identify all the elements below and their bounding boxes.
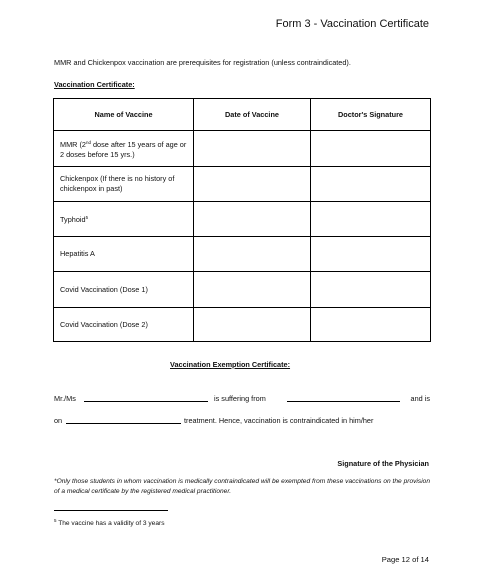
footnote-reference: 5 [85, 215, 89, 220]
vaccine-date-cell[interactable] [194, 308, 311, 342]
footnote [54, 518, 165, 527]
column-header-doctor-signature: Doctor's Signature [311, 99, 431, 131]
doctor-signature-cell[interactable] [311, 272, 431, 308]
footnote-divider [54, 510, 168, 511]
table-header-row [54, 99, 431, 131]
vaccine-date-cell[interactable] [194, 167, 311, 202]
doctor-signature-cell[interactable] [311, 308, 431, 342]
footnote-text: The vaccine has a validity of 3 years [56, 520, 165, 527]
exemption-line-2 [54, 416, 430, 426]
doctor-signature-cell[interactable] [311, 237, 431, 272]
vaccine-name: Hepatitis A [60, 249, 95, 258]
doctor-signature-cell[interactable] [311, 131, 431, 167]
exemption-line-1 [54, 394, 430, 404]
table-row [54, 202, 431, 237]
title-label: Mr./Ms [54, 394, 76, 403]
vaccine-name-continued: dose after 15 years of age or 2 doses before 15 yrs.) [60, 139, 187, 159]
vaccine-name: Covid Vaccination (Dose 2) [60, 319, 148, 329]
page-number: Page 12 of 14 [381, 555, 429, 564]
vaccine-date-cell[interactable] [194, 202, 311, 237]
vaccine-name-cell [54, 131, 194, 167]
treatment-blank[interactable] [66, 423, 181, 424]
vaccine-name: Chickenpox (If there is no history of chickenpox in past) [60, 174, 175, 193]
vaccine-name-cell [54, 308, 194, 342]
exemption-certificate-heading: Vaccination Exemption Certificate: [170, 360, 291, 369]
table-row [54, 131, 431, 167]
exemption-note: *Only those students in whom vaccination is medically contraindicated will be exempted from these vaccinations on the provision of a medical certificate by the registered medical practitioner. [54, 478, 430, 495]
physician-signature-label: Signature of the Physician [337, 459, 429, 468]
vaccine-name: Typhoid [60, 215, 86, 224]
on-label: on [54, 416, 63, 425]
vaccine-date-cell[interactable] [194, 237, 311, 272]
vaccination-certificate-heading: Vaccination Certificate: [54, 80, 135, 89]
vaccine-name: MMR (2 [60, 139, 86, 149]
table-row [54, 237, 431, 272]
footnote-marker: 5 [54, 518, 57, 523]
doctor-signature-cell[interactable] [311, 202, 431, 237]
doctor-signature-cell[interactable] [311, 167, 431, 202]
column-header-vaccine-name: Name of Vaccine [54, 99, 194, 131]
suffering-from-label: is suffering from [214, 394, 266, 403]
vaccine-name-cell [54, 272, 194, 308]
vaccination-table [53, 98, 431, 342]
form-title: Form 3 - Vaccination Certificate [275, 18, 429, 30]
treatment-statement: treatment. Hence, vaccination is contraindicated in him/her [184, 416, 374, 425]
vaccine-name-cell [54, 167, 194, 202]
column-header-vaccine-date: Date of Vaccine [194, 99, 311, 131]
patient-name-blank[interactable] [84, 401, 208, 402]
vaccine-date-cell[interactable] [194, 131, 311, 167]
vaccine-name-cell [54, 202, 194, 237]
and-is-label: and is [410, 394, 430, 403]
vaccine-name-cell [54, 237, 194, 272]
table-row [54, 167, 431, 202]
vaccine-name-superscript: nd [85, 139, 91, 145]
intro-text: MMR and Chickenpox vaccination are prerequisites for registration (unless contraindicated). [54, 58, 351, 67]
vaccine-date-cell[interactable] [194, 272, 311, 308]
vaccine-name: Covid Vaccination (Dose 1) [60, 284, 148, 294]
table-row [54, 272, 431, 308]
condition-blank[interactable] [287, 401, 400, 402]
table-row [54, 308, 431, 342]
